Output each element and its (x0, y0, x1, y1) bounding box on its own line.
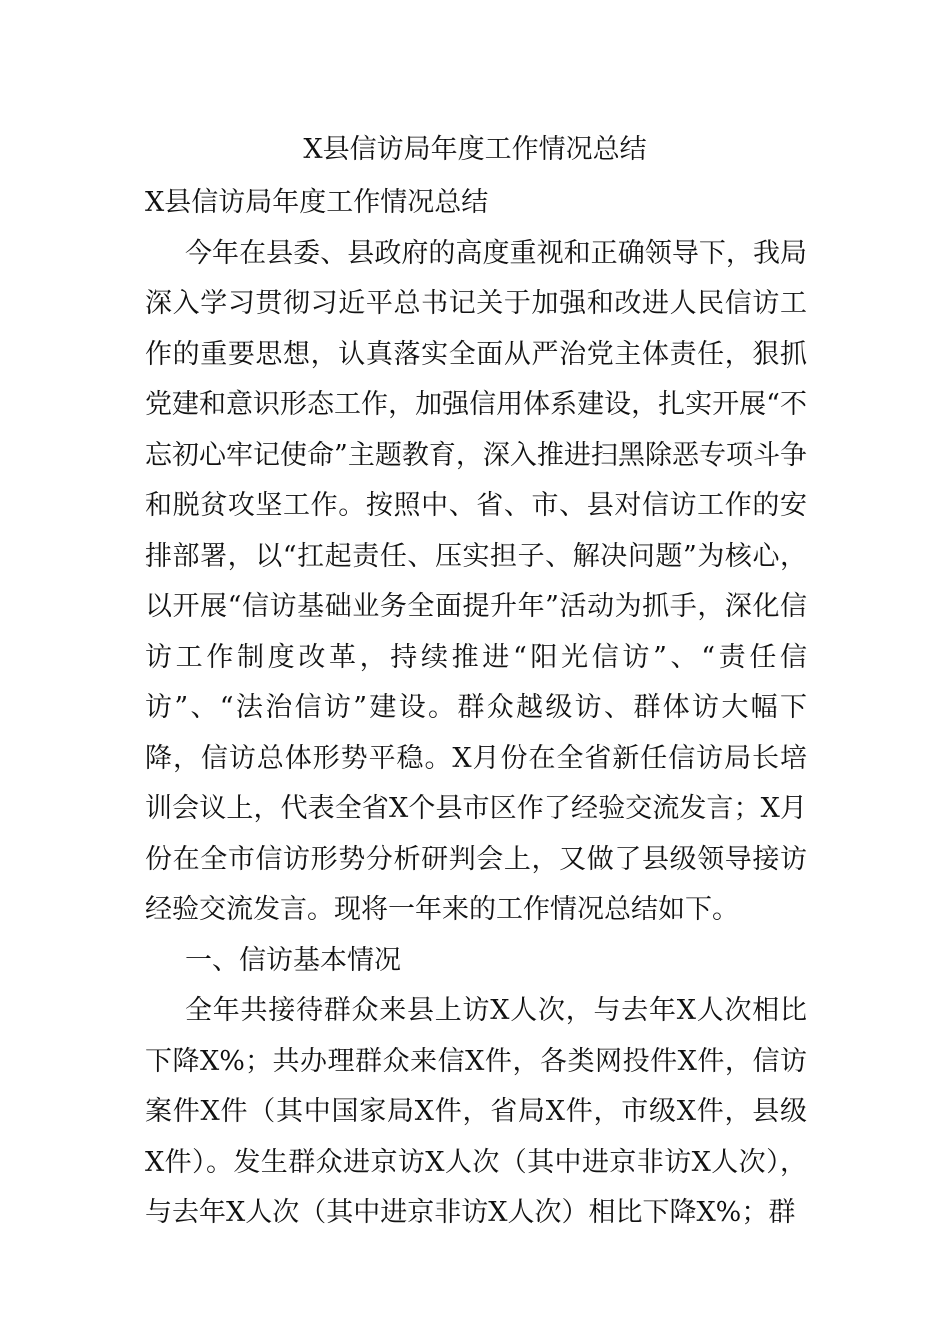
section-heading: 一、信访基本情况 (185, 944, 401, 976)
document-body (145, 178, 807, 1239)
document-title: X县信访局年度工作情况总结 (303, 134, 647, 165)
intro-paragraph: 今年在县委、县政府的高度重视和正确领导下，我局深入学习贯彻习近平总书记关于加强和改进人民信访工作的重要思想，认真落实全面从严治党主体责任，狠抓党建和意识形态工作，加强信用体系建设，扎实开展“不忘初心牢记使命”主题教育，深入推进扫黑除恶专项斗争和脱贫攻坚工作。按照中、省、市、县对信访工作的安排部署，以“扛起责任、压实担子、解决问题”为核心，以开展“信访基础业务全面提升年”活动为抓手，深化信访工作制度改革，持续推进“阳光信访”、“责任信访”、“法治信访”建设。群众越级访、群体访大幅下降，信访总体形势平稳。X月份在全省新任信访局长培训会议上，代表全省X个县市区作了经验交流发言；X月份在全市信访形势分析研判会上，又做了县级领导接访经验交流发言。现将一年来的工作情况总结如下。 (145, 237, 807, 925)
section-paragraph: 全年共接待群众来县上访X人次，与去年X人次相比下降X%；共办理群众来信X件，各类网投件X件，信访案件X件（其中国家局X件，省局X件，市级X件，县级X件）。发生群众进京访X人次（其中进京非访X人次），与去年X人次（其中进京非访X人次）相比下降X%；群 (145, 995, 807, 1228)
document-subtitle: X县信访局年度工作情况总结 (145, 187, 489, 218)
